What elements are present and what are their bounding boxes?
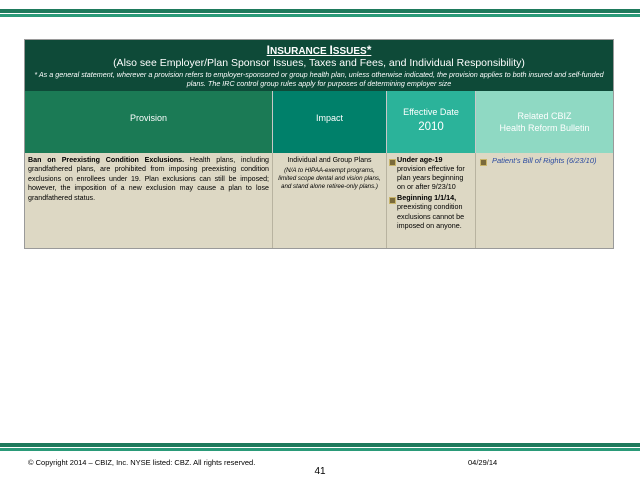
impact-main: Individual and Group Plans bbox=[287, 157, 372, 164]
bottom-band-accent bbox=[0, 448, 640, 451]
date-item-body: preexisting condition exclusions cannot be imposed on anyone. bbox=[397, 202, 465, 230]
insurance-issues-table bbox=[24, 39, 614, 249]
bullet-icon bbox=[480, 159, 487, 166]
bottom-band bbox=[0, 443, 640, 447]
date-item-head: Under age-19 bbox=[397, 155, 443, 164]
title-part-2: SSUES bbox=[332, 46, 367, 57]
bullet-icon bbox=[389, 197, 396, 204]
title-cap-1: I bbox=[266, 43, 270, 57]
date-item-head: Beginning 1/1/14, bbox=[397, 193, 457, 203]
table-row bbox=[25, 153, 613, 248]
page-subtitle: (Also see Employer/Plan Sponsor Issues, Taxes and Fees, and Individual Responsibility) bbox=[113, 57, 525, 69]
column-label-bulletin-2: Health Reform Bulletin bbox=[499, 123, 590, 133]
provision-cell bbox=[25, 153, 273, 248]
column-header-effective-date bbox=[387, 91, 476, 153]
column-header-bulletin bbox=[476, 91, 613, 153]
impact-note: (N/A to HIPAA-exempt programs, limited scope dental and vision plans, and stand alone retiree-only plans.) bbox=[278, 167, 381, 190]
date-item-body: provision effective for plan years beginning on or after 9/23/10 bbox=[397, 164, 465, 192]
footer-date: 04/29/14 bbox=[468, 458, 498, 467]
title-part-1: NSURANCE bbox=[269, 46, 330, 57]
date-item bbox=[389, 155, 473, 191]
impact-cell bbox=[273, 153, 387, 248]
provision-title: Ban on Preexisting Condition Exclusions. bbox=[28, 156, 185, 164]
column-label-year: 2010 bbox=[418, 121, 444, 133]
page-number: 41 bbox=[314, 466, 326, 477]
general-statement-note: * As a general statement, wherever a provision refers to employer-sponsored or group health plan, unless otherwise indicated, the provision applies to both insured and self-funded plans. The IRC control group rules apply for purposes of determining employer size bbox=[34, 70, 604, 88]
column-header-impact bbox=[273, 91, 387, 153]
footer-copyright: © Copyright 2014 – CBIZ, Inc. NYSE listed: CBZ. All rights reserved. bbox=[28, 458, 256, 467]
column-label-bulletin-1: Related CBIZ bbox=[517, 111, 572, 121]
bulletin-link-label[interactable]: Patient’s Bill of Rights (6/23/10) bbox=[492, 156, 597, 165]
bullet-icon bbox=[389, 159, 396, 166]
effective-date-cell bbox=[387, 153, 476, 248]
column-label-impact: Impact bbox=[315, 113, 343, 123]
provision-body: Health plans, including grandfathered plans, are prohibited from imposing preexisting condition exclusions on enrollees under 19. Plan exclusions can still be imposed; however, the imposition of a new exclusion may cause a plan to lose grandfathered status. bbox=[28, 156, 269, 202]
column-header-provision bbox=[25, 91, 273, 153]
column-label-effective-date: Effective Date bbox=[403, 107, 459, 117]
title-cap-2: I bbox=[329, 43, 333, 57]
top-band bbox=[0, 9, 640, 13]
bulletin-cell bbox=[476, 153, 613, 248]
date-item bbox=[389, 193, 473, 229]
bulletin-link[interactable] bbox=[480, 156, 610, 166]
title-block bbox=[25, 40, 613, 91]
title-asterisk: * bbox=[366, 43, 372, 57]
column-label-provision: Provision bbox=[129, 113, 167, 123]
top-band-accent bbox=[0, 14, 640, 17]
page-title bbox=[25, 43, 613, 57]
